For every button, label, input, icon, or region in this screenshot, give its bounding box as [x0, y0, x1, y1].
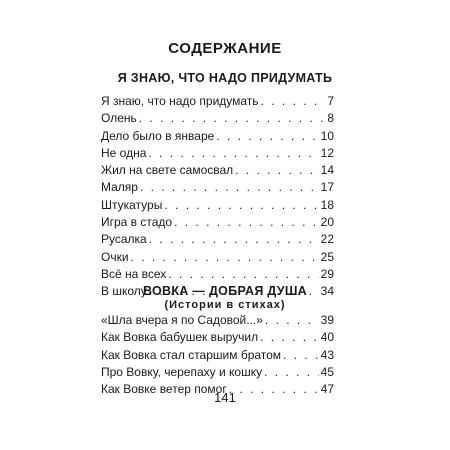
toc-entry	[101, 179, 334, 196]
section-heading-1: Я ЗНАЮ, ЧТО НАДО ПРИДУМАТЬ	[117, 71, 333, 85]
contents-title: СОДЕРЖАНИЕ	[168, 40, 282, 57]
dot-leader	[260, 329, 319, 346]
toc-entry	[101, 347, 334, 364]
toc-entry	[101, 128, 334, 145]
toc-entry-page: 18	[320, 197, 334, 212]
toc-entry	[101, 162, 334, 179]
dot-leader	[174, 214, 319, 231]
toc-entry	[101, 364, 334, 381]
toc-entry-page: 47	[320, 382, 334, 397]
toc-list-section-2	[101, 312, 334, 398]
dot-leader	[148, 145, 318, 162]
dot-leader	[235, 162, 318, 179]
dot-leader	[168, 266, 318, 283]
dot-leader	[265, 312, 319, 329]
toc-entry-page: 10	[320, 128, 334, 143]
toc-entry-title: Дело было в январе	[101, 128, 215, 143]
toc-entry-page: 45	[320, 364, 334, 379]
toc-entry-page: 8	[327, 111, 334, 126]
page-number: 141	[214, 390, 236, 405]
toc-entry	[101, 312, 334, 329]
toc-entry-title: Не одна	[101, 145, 147, 160]
toc-entry-page: 29	[320, 266, 334, 281]
toc-entry	[101, 110, 334, 127]
section-subheading-2: (Истории в стихах)	[164, 299, 286, 311]
toc-entry-page: 34	[320, 284, 334, 299]
toc-entry-page: 43	[320, 347, 334, 362]
toc-entry-title: Олень	[101, 111, 137, 126]
toc-entry-title: Всё на всех	[101, 266, 167, 281]
dot-leader	[283, 347, 319, 364]
toc-entry	[101, 214, 334, 231]
toc-entry-title: Русалка	[101, 232, 147, 247]
toc-entry	[101, 329, 334, 346]
toc-entry	[101, 93, 334, 110]
toc-entry-page: 12	[320, 145, 334, 160]
dot-leader	[139, 110, 326, 127]
toc-entry-page: 20	[320, 215, 334, 230]
toc-entry-title: Про Вовку, черепаху и кошку	[101, 364, 263, 379]
toc-entry	[101, 231, 334, 248]
toc-entry-page: 7	[327, 94, 334, 108]
toc-entry-title: Штукатуры	[101, 197, 163, 212]
toc-entry-title: Как Вовка бабушек выручил	[101, 330, 259, 345]
toc-entry-page: 17	[320, 180, 334, 195]
toc-entry-page: 14	[320, 163, 334, 178]
toc-entry	[101, 266, 334, 283]
toc-entry-title: «Шла вчера я по Садовой...»	[101, 313, 263, 327]
toc-entry-title: Как Вовка стал старшим братом	[101, 347, 282, 362]
dot-leader	[164, 197, 318, 214]
dot-leader	[261, 93, 326, 110]
toc-list-section-1	[101, 93, 334, 301]
dot-leader	[216, 128, 318, 145]
dot-leader	[264, 364, 319, 381]
toc-entry-title: Я знаю, что надо придумать	[101, 94, 259, 108]
toc-entry-page: 40	[320, 330, 334, 345]
toc-entry-page: 25	[320, 249, 334, 264]
toc-entry	[101, 197, 334, 214]
toc-entry-title: Как Вовке ветер помог	[101, 382, 227, 397]
section-heading-2: ВОВКА — ДОБРАЯ ДУША	[142, 284, 308, 298]
dot-leader	[149, 231, 319, 248]
toc-entry-title: В школу	[101, 284, 147, 299]
dot-leader	[140, 179, 319, 196]
toc-entry-title: Игра в стадо	[101, 215, 173, 230]
toc-entry-page: 22	[320, 232, 334, 247]
toc-entry	[101, 145, 334, 162]
toc-entry-page: 39	[320, 313, 334, 327]
toc-entry-title: Жил на свете самосвал	[101, 163, 234, 178]
toc-entry-title: Маляр	[101, 180, 138, 195]
toc-entry-title: Очки	[101, 249, 129, 264]
toc-entry	[101, 249, 334, 266]
dot-leader	[131, 249, 319, 266]
